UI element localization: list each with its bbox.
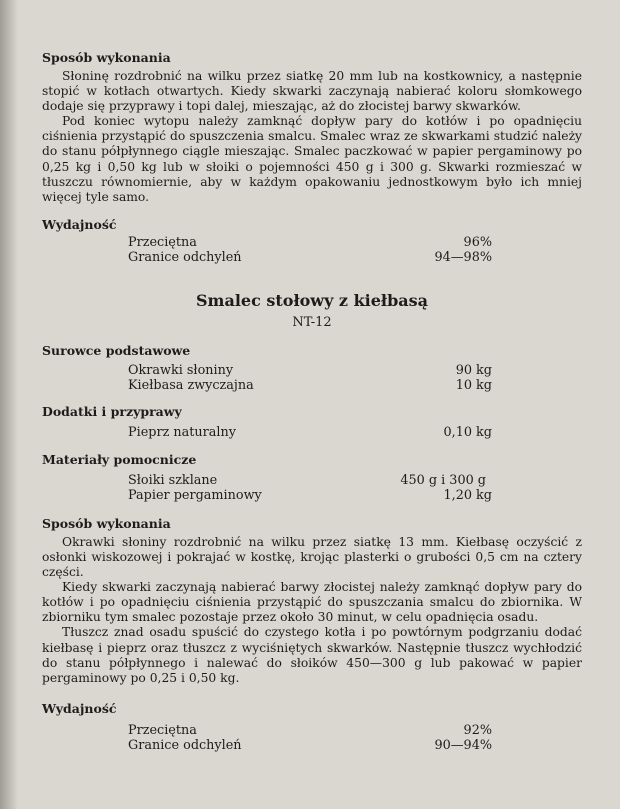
ingredient-amount: 0,10 kg — [443, 424, 492, 440]
material-name: Słoiki szklane — [128, 472, 218, 488]
method-paragraph: Tłuszcz znad osadu spuścić do czystego kotła i po powtórnym podgrzaniu dodać kiełbasę i pieprz oraz tłuszcz z wyciśniętych skwarków. Następnie tłuszcz wychłodzić do stanu półpłynnego i nalewać do słoików 450—300 g lub pakować w papier pergaminowy po 0,25 i 0,50 kg. — [42, 625, 582, 685]
ingredient-row — [128, 425, 492, 440]
additives-list — [128, 425, 492, 440]
material-row — [128, 473, 492, 488]
yield-label: Granice odchyleń — [128, 737, 242, 753]
method-paragraph: Pod koniec wytopu należy zamknąć dopływ pary do kotłów i po opadnięciu ciśnienia przystąpić do spuszczenia smalcu. Smalec wraz ze skwarkami studzić należy do stanu półpłynnego ciągle mieszając. Smalec paczkować w papier pergaminowy po 0,25 kg i 0,50 kg lub w słoiki o pojemności 450 g i 300 g. Skwarki rozmieszać w tłuszczu równomiernie, aby w każdym opakowaniu jednostkowym było ich mniej więcej tyle samo. — [42, 114, 582, 204]
ingredient-amount: 90 kg — [455, 362, 492, 378]
yield-value: 96% — [463, 234, 492, 250]
auxiliary-materials-list — [128, 473, 492, 503]
yield-label: Przeciętna — [128, 234, 197, 250]
method-heading: Sposób wykonania — [42, 50, 171, 65]
method-paragraph: Okrawki słoniny rozdrobnić na wilku przez siatkę 13 mm. Kiełbasę oczyścić z osłonki wiskozowej i pokrajać w kostkę, krojąc plasterki o grubości 0,5 cm na cztery części. — [42, 534, 582, 580]
method-paragraph: Słoninę rozdrobnić na wilku przez siatkę 20 mm lub na kostkownicy, a następnie stopić w kotłach otwartych. Kiedy skwarki zaczynają nabierać koloru słomkowego dodaje się przyprawy i topi dalej, mieszając, aż do złocistej barwy skwarków. — [42, 69, 582, 114]
yield-heading: Wydajność — [42, 700, 117, 716]
ingredient-row — [128, 378, 492, 393]
method-heading: Sposób wykonania — [42, 515, 171, 531]
recipe-code: NT-12 — [292, 314, 332, 330]
yield-value: 90—94% — [434, 737, 492, 753]
material-amount: 1,20 kg — [443, 487, 492, 503]
ingredient-row — [128, 363, 492, 378]
ingredient-name: Okrawki słoniny — [128, 362, 234, 378]
yield-label: Granice odchyleń — [128, 249, 242, 265]
method-paragraph: Kiedy skwarki zaczynają nabierać barwy złocistej należy zamknąć dopływ pary do kotłów i po opadnięciu ciśnienia przystąpić do spuszczania smalcu do zbiornika. W zbiorniku tym smalec pozostaje przez około 30 minut, w celu opadnięcia osadu. — [42, 580, 582, 625]
ingredient-name: Pieprz naturalny — [128, 424, 236, 440]
raw-materials-heading: Surowce podstawowe — [42, 342, 191, 358]
yield-table — [128, 235, 492, 265]
material-name: Papier pergaminowy — [128, 487, 262, 503]
material-amount: 450 g i 300 g — [400, 472, 486, 488]
auxiliary-materials-heading: Materiały pomocnicze — [42, 451, 197, 467]
yield-value: 92% — [463, 722, 492, 738]
yield-heading: Wydajność — [42, 216, 117, 232]
recipe-title: Smalec stołowy z kiełbasą — [195, 290, 429, 310]
additives-heading: Dodatki i przyprawy — [42, 403, 182, 419]
yield-row — [128, 723, 492, 738]
material-row — [128, 488, 492, 503]
yield-row — [128, 250, 492, 265]
ingredient-amount: 10 kg — [455, 377, 492, 393]
ingredient-name: Kiełbasa zwyczajna — [128, 377, 254, 393]
yield-row — [128, 235, 492, 250]
yield-value: 94—98% — [434, 249, 492, 265]
raw-materials-list — [128, 363, 492, 393]
yield-table — [128, 723, 492, 753]
yield-label: Przeciętna — [128, 722, 197, 738]
yield-row — [128, 738, 492, 753]
